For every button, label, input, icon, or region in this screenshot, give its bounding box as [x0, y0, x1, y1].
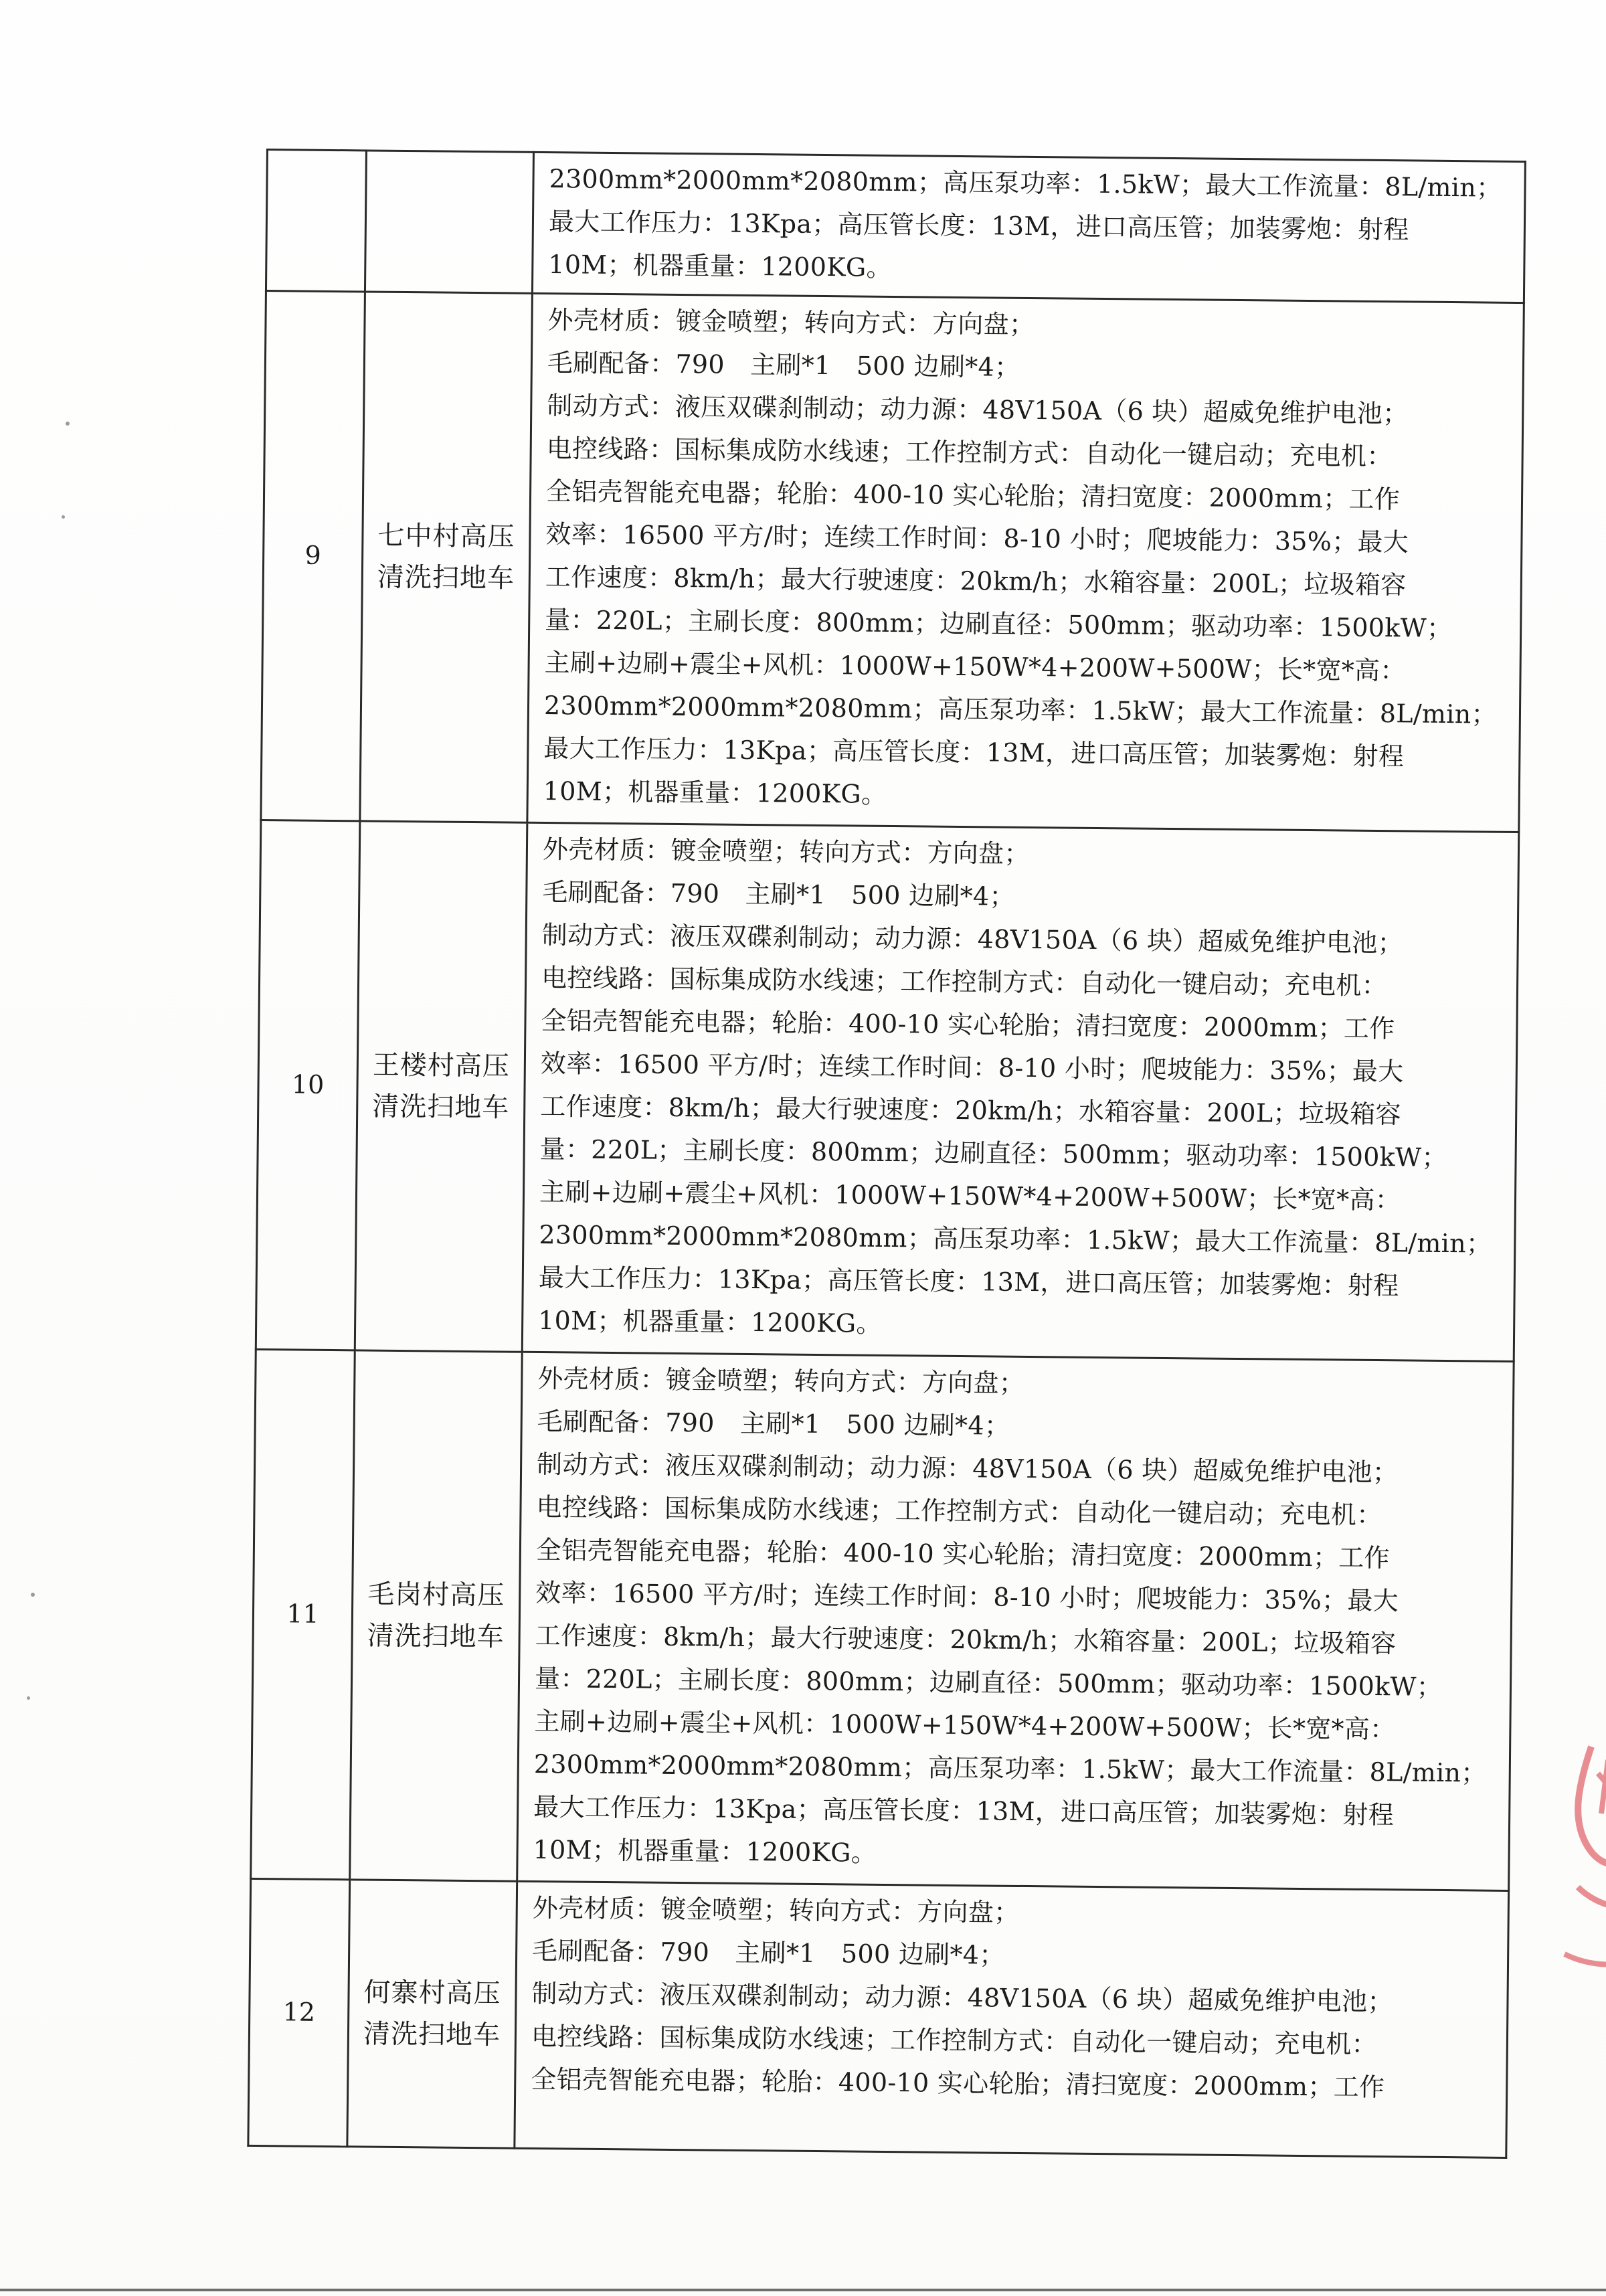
item-name-line: 清洗扫地车 [363, 2018, 501, 2051]
spec-line: 2300mm*2000mm*2080mm；高压泵功率：1.5kW；最大工作流量：8L/min； [549, 164, 1502, 203]
item-name-line: 毛岗村高压 [367, 1579, 505, 1611]
spec-line: 2300mm*2000mm*2080mm；高压泵功率：1.5kW；最大工作流量：8L/min； [539, 1219, 1492, 1259]
spec-cell [515, 1881, 1509, 2157]
spec-line: 最大工作压力：13Kpa；高压管长度：13M，进口高压管；加装雾炮：射程 [543, 733, 1405, 772]
spec-line: 工作速度：8km/h；最大行驶速度：20km/h；水箱容量：200L；垃圾箱容 [540, 1091, 1402, 1130]
equipment-spec-table [247, 149, 1526, 2159]
spec-line: 全铝壳智能充电器；轮胎：400-10 实心轮胎；清扫宽度：2000mm；工作 [541, 1006, 1395, 1044]
table-row [256, 820, 1519, 1361]
spec-line: 电控线路：国标集成防水线速；工作控制方式：自动化一键启动；充电机： [546, 434, 1393, 472]
spec-line: 主刷+边刷+震尘+风机：1000W+150W*4+200W+500W；长*宽*高： [539, 1176, 1401, 1215]
item-name-line: 王楼村高压 [372, 1049, 511, 1082]
item-name-cell [365, 151, 533, 293]
spec-line: 毛刷配备：790 主刷*1 500 边刷*4； [537, 1406, 1010, 1441]
spec-line: 10M；机器重量：1200KG。 [537, 1305, 882, 1338]
table-row [248, 1878, 1509, 2157]
table-row-continuation [266, 150, 1525, 303]
spec-line: 制动方式：液压双碟刹制动；动力源：48V150A（6 块）超威免维护电池； [541, 920, 1404, 958]
item-name-cell [350, 1350, 523, 1881]
row-number-cell: 10 [256, 820, 360, 1350]
row-number-cell: 11 [251, 1349, 355, 1879]
spec-line: 毛刷配备：790 主刷*1 500 边刷*4； [547, 348, 1020, 382]
spec-line: 效率：16500 平方/时；连续工作时间：8-10 小时；爬坡能力：35%；最大 [535, 1577, 1399, 1616]
spec-line: 制动方式：液压双碟刹制动；动力源：48V150A（6 块）超威免维护电池； [531, 1978, 1393, 2017]
row-number-cell: 12 [248, 1878, 350, 2146]
spec-line: 外壳材质：镀金喷塑；转向方式：方向盘； [547, 305, 1035, 340]
spec-line: 外壳材质：镀金喷塑；转向方式：方向盘； [537, 1363, 1025, 1398]
table-row [261, 291, 1524, 832]
spec-line: 2300mm*2000mm*2080mm；高压泵功率：1.5kW；最大工作流量：8L/min； [543, 691, 1497, 729]
spec-line: 10M；机器重量：1200KG。 [533, 1834, 877, 1868]
spec-line: 效率：16500 平方/时；连续工作时间：8-10 小时；爬坡能力：35%；最大 [540, 1048, 1404, 1087]
spec-line: 主刷+边刷+震尘+风机：1000W+150W*4+200W+500W；长*宽*高： [544, 648, 1406, 686]
spec-cell [527, 293, 1524, 832]
spec-line: 主刷+边刷+震尘+风机：1000W+150W*4+200W+500W；长*宽*高： [534, 1706, 1396, 1745]
spec-line: 量：220L；主刷长度：800mm；边刷直径：500mm；驱动功率：1500kW； [539, 1134, 1447, 1173]
item-name-cell [360, 292, 533, 822]
scan-speck [62, 515, 65, 519]
item-name-line: 清洗扫地车 [377, 561, 515, 594]
item-name-line: 何寨村高压 [363, 1977, 501, 2010]
spec-cell [517, 1352, 1514, 1890]
spec-line: 2300mm*2000mm*2080mm；高压泵功率：1.5kW；最大工作流量：8L/min； [533, 1749, 1487, 1788]
spec-line: 10M；机器重量：1200KG。 [548, 250, 893, 282]
spec-line: 毛刷配备：790 主刷*1 500 边刷*4； [542, 877, 1015, 911]
spec-line: 电控线路：国标集成防水线速；工作控制方式：自动化一键启动；充电机： [541, 963, 1388, 1001]
spec-cell [522, 822, 1519, 1361]
spec-line: 最大工作压力：13Kpa；高压管长度：13M，进口高压管；加装雾炮：射程 [533, 1791, 1395, 1830]
red-seal-stamp [1551, 1733, 1606, 1981]
spec-line: 外壳材质：镀金喷塑；转向方式：方向盘； [532, 1892, 1020, 1927]
item-name-line: 清洗扫地车 [367, 1620, 505, 1653]
item-name-line: 七中村高压 [377, 520, 515, 553]
spec-line: 全铝壳智能充电器；轮胎：400-10 实心轮胎；清扫宽度：2000mm；工作 [535, 1534, 1391, 1573]
item-name-cell [355, 821, 527, 1352]
spec-line: 电控线路：国标集成防水线速；工作控制方式：自动化一键启动；充电机： [531, 2021, 1377, 2060]
scan-speck [31, 1593, 35, 1597]
spec-line: 量：220L；主刷长度：800mm；边刷直径：500mm；驱动功率：1500kW； [545, 605, 1453, 644]
spec-line: 制动方式：液压双碟刹制动；动力源：48V150A（6 块）超威免维护电池； [547, 391, 1409, 429]
spec-line: 工作速度：8km/h；最大行驶速度：20km/h；水箱容量：200L；垃圾箱容 [545, 562, 1407, 600]
item-name-cell [347, 1880, 517, 2148]
row-number-cell: 9 [261, 291, 365, 821]
spec-line: 外壳材质：镀金喷塑；转向方式：方向盘； [542, 834, 1030, 869]
spec-line: 最大工作压力：13Kpa；高压管长度：13M，进口高压管；加装雾炮：射程 [538, 1262, 1399, 1301]
scan-speck [66, 422, 70, 426]
spec-line: 全铝壳智能充电器；轮胎：400-10 实心轮胎；清扫宽度：2000mm；工作 [531, 2064, 1385, 2103]
spec-line: 效率：16500 平方/时；连续工作时间：8-10 小时；爬坡能力：35%；最大 [545, 519, 1409, 557]
spec-line: 最大工作压力：13Kpa；高压管长度：13M，进口高压管；加装雾炮：射程 [548, 207, 1409, 245]
spec-line: 毛刷配备：790 主刷*1 500 边刷*4； [531, 1935, 1005, 1970]
spec-line: 电控线路：国标集成防水线速；工作控制方式：自动化一键启动；充电机： [536, 1492, 1382, 1530]
spec-cell [532, 152, 1525, 302]
table-row [251, 1349, 1514, 1890]
spec-line: 工作速度：8km/h；最大行驶速度：20km/h；水箱容量：200L；垃圾箱容 [535, 1620, 1397, 1659]
spec-line: 量：220L；主刷长度：800mm；边刷直径：500mm；驱动功率：1500kW； [534, 1663, 1443, 1702]
row-number-cell [266, 150, 366, 292]
spec-line: 制动方式：液压双碟刹制动；动力源：48V150A（6 块）超威免维护电池； [536, 1449, 1399, 1488]
spec-line: 全铝壳智能充电器；轮胎：400-10 实心轮胎；清扫宽度：2000mm；工作 [545, 476, 1401, 515]
scan-speck [27, 1696, 30, 1700]
item-name-line: 清洗扫地车 [372, 1091, 510, 1124]
scan-bottom-edge [0, 2289, 1606, 2291]
spec-line: 10M；机器重量：1200KG。 [543, 776, 887, 809]
